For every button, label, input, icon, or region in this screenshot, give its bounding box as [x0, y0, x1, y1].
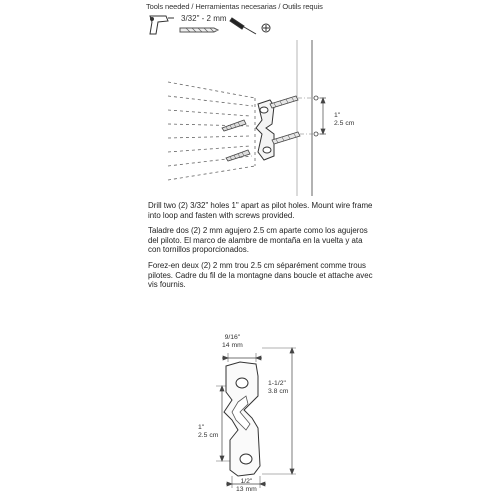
height-dimension	[290, 348, 294, 474]
bracket-hole-spacing-dimension	[220, 386, 224, 461]
pilot-hole-top	[314, 96, 318, 100]
wall-anchor-bottom	[272, 132, 300, 144]
install-spacing-cm: 2.5 cm	[334, 120, 355, 127]
install-spacing-inches: 1"	[334, 112, 341, 119]
instruction-spanish: Taladre dos (2) 2 mm agujero 2.5 cm aparte como los agujeros del piloto. El marco de alambre de montaña en la vuelta y ata con tornillos proporcionados.	[148, 226, 368, 255]
screwdriver-icon	[230, 18, 256, 34]
drill-icon	[150, 16, 174, 34]
screw-bottom	[226, 150, 250, 161]
bracket-installed	[256, 100, 274, 160]
tools-needed-heading: Tools needed / Herramientas necesarias / Outils requis	[146, 2, 323, 11]
instructions-block	[148, 201, 374, 296]
bottom-width-mm: 13 mm	[236, 486, 257, 493]
drill-bit-icon	[180, 28, 218, 32]
screw-head-icon	[262, 24, 270, 32]
top-width-mm: 14 mm	[222, 342, 243, 349]
bracket-hole-spacing-inches: 1"	[198, 424, 205, 431]
install-spacing-label	[334, 112, 354, 128]
wall-anchor-top	[270, 96, 298, 108]
height-label	[268, 380, 288, 396]
hole-spacing-dimension	[320, 98, 326, 134]
instruction-english: Drill two (2) 3/32" holes 1" apart as pilot holes. Mount wire frame into loop and fasten with screws provided.	[148, 201, 373, 220]
bracket-hole-top	[236, 378, 248, 388]
height-inches: 1-1/2"	[268, 380, 286, 387]
bracket-hole-spacing-label	[198, 424, 218, 440]
hole-alignment-lines	[298, 98, 322, 134]
bracket-hole-bottom	[240, 454, 252, 464]
height-cm: 3.8 cm	[268, 388, 289, 395]
bracket-hole-spacing-cm: 2.5 cm	[198, 432, 219, 439]
drill-bit-size-label: 3/32" - 2 mm	[181, 14, 227, 23]
installation-diagram	[168, 40, 326, 196]
bottom-width-label	[236, 478, 257, 494]
bracket-detail-drawing	[216, 348, 296, 488]
instruction-french: Forez-en deux (2) 2 mm trou 2.5 cm séparément comme trous pilotes. Cadre du fil de la montagne dans boucle et attache avec vis fournis.	[148, 260, 373, 290]
top-width-label	[222, 334, 243, 350]
bottom-width-inches: 1/2"	[240, 478, 253, 485]
screw-top	[222, 120, 246, 131]
wire-frame-lines	[168, 82, 255, 180]
top-width-inches: 9/16"	[224, 334, 241, 341]
pilot-hole-bottom	[314, 132, 318, 136]
